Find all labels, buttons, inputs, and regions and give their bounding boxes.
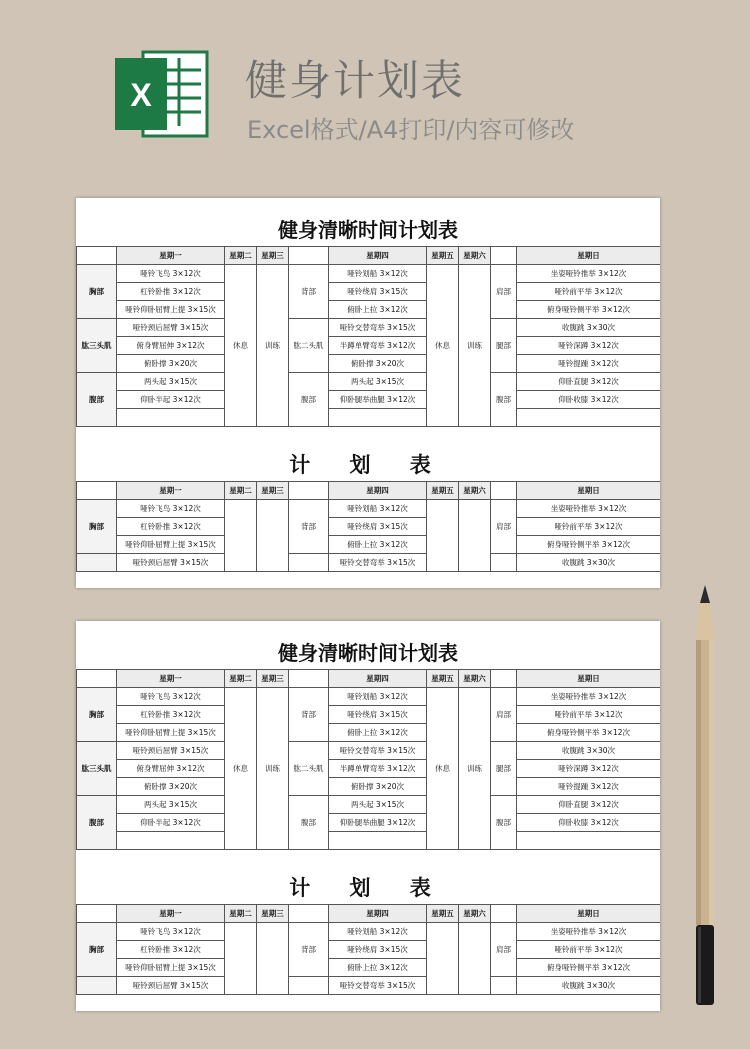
exercise-cell: 哑铃飞鸟 3×12次 [117,923,225,941]
exercise-cell: 哑铃前平举 3×12次 [517,941,661,959]
sheet-title: 健身清晰时间计划表 [278,218,458,242]
empty-cell [257,923,289,995]
exercise-cell: 仰卧直腿 3×12次 [517,796,661,814]
exercise-cell: 哑铃深蹲 3×12次 [517,337,661,355]
exercise-cell: 俯卧上拉 3×12次 [329,724,427,742]
muscle-group-label [77,554,117,572]
day-header: 星期三 [257,905,289,923]
exercise-cell: 哑铃颈后屈臂 3×15次 [117,319,225,337]
exercise-cell [117,409,225,427]
header-blank [289,482,329,500]
train-cell: 训练 [257,688,289,850]
muscle-group-label: 肱二头肌 [289,742,329,796]
exercise-cell: 两头起 3×15次 [329,373,427,391]
day-header: 星期四 [329,905,427,923]
day-header: 星期一 [117,247,225,265]
plan-table [76,669,660,850]
exercise-cell: 哑铃交替弯举 3×15次 [329,319,427,337]
exercise-cell [517,409,661,427]
muscle-group-label: 肱三头肌 [77,319,117,373]
day-header: 星期六 [459,247,491,265]
sheet-preview-2 [76,621,660,1011]
empty-cell [225,923,257,995]
exercise-cell: 半蹲单臂弯举 3×12次 [329,337,427,355]
exercise-cell: 坐姿哑铃推举 3×12次 [517,265,661,283]
train-cell: 训练 [459,688,491,850]
exercise-cell: 仰卧收膝 3×12次 [517,814,661,832]
exercise-cell: 两头起 3×15次 [117,796,225,814]
exercise-cell: 坐姿哑铃推举 3×12次 [517,923,661,941]
day-header: 星期三 [257,247,289,265]
exercise-cell [329,832,427,850]
exercise-cell: 哑铃仰卧屈臂上提 3×15次 [117,959,225,977]
train-cell: 训练 [459,265,491,427]
header-blank [491,670,517,688]
header-blank [289,905,329,923]
exercise-cell: 哑铃颈后屈臂 3×15次 [117,554,225,572]
empty-cell [427,500,459,572]
exercise-cell: 哑铃划船 3×12次 [329,688,427,706]
exercise-cell: 俯身哑铃侧平举 3×12次 [517,301,661,319]
exercise-cell: 仰卧腿举曲腿 3×12次 [329,391,427,409]
pencil-icon [685,585,725,1015]
day-header: 星期六 [459,905,491,923]
header-blank [77,670,117,688]
exercise-cell: 杠铃卧推 3×12次 [117,941,225,959]
exercise-cell: 坐姿哑铃推举 3×12次 [517,500,661,518]
day-header: 星期日 [517,247,661,265]
exercise-cell: 哑铃划船 3×12次 [329,500,427,518]
exercise-cell: 收腹跳 3×30次 [517,319,661,337]
empty-cell [289,977,329,995]
muscle-group-label: 肩部 [491,265,517,319]
exercise-cell: 哑铃深蹲 3×12次 [517,760,661,778]
muscle-group-label: 胸部 [77,923,117,977]
exercise-cell [329,409,427,427]
muscle-group-label: 腹部 [77,796,117,850]
muscle-group-label: 背部 [289,265,329,319]
muscle-group-label: 背部 [289,500,329,554]
exercise-cell: 俯卧撑 3×20次 [117,355,225,373]
day-header: 星期五 [427,482,459,500]
exercise-cell: 仰卧半起 3×12次 [117,814,225,832]
svg-text:X: X [130,77,152,113]
sheet-title: 健身清晰时间计划表 [278,641,458,665]
exercise-cell: 俯卧撑 3×20次 [329,355,427,373]
excel-logo-icon [113,46,211,142]
day-header: 星期二 [225,670,257,688]
exercise-cell: 俯卧上拉 3×12次 [329,959,427,977]
exercise-cell: 俯卧上拉 3×12次 [329,301,427,319]
exercise-cell: 俯身臂屈伸 3×12次 [117,760,225,778]
empty-cell [257,500,289,572]
exercise-cell: 哑铃绕肩 3×15次 [329,518,427,536]
muscle-group-label: 肱三头肌 [77,742,117,796]
rest-cell: 休息 [225,688,257,850]
exercise-cell: 哑铃划船 3×12次 [329,265,427,283]
day-header: 星期日 [517,670,661,688]
muscle-group-label: 腹部 [491,373,517,427]
exercise-cell: 俯卧撑 3×20次 [117,778,225,796]
exercise-cell: 哑铃绕肩 3×15次 [329,706,427,724]
header-blank [491,482,517,500]
exercise-cell: 哑铃飞鸟 3×12次 [117,500,225,518]
day-header: 星期四 [329,670,427,688]
plan-table-short [76,904,660,995]
header-blank [289,247,329,265]
exercise-cell [517,832,661,850]
day-header: 星期一 [117,482,225,500]
exercise-cell [117,832,225,850]
exercise-cell: 哑铃交替弯举 3×15次 [329,554,427,572]
muscle-group-label: 腹部 [289,373,329,427]
muscle-group-label: 腿部 [491,742,517,796]
sheet-subtitle: 计 划 表 [289,453,447,477]
empty-cell [491,554,517,572]
muscle-group-label: 肱二头肌 [289,319,329,373]
muscle-group-label: 肩部 [491,923,517,977]
exercise-cell: 哑铃前平举 3×12次 [517,283,661,301]
day-header: 星期五 [427,670,459,688]
plan-table-short [76,481,660,572]
muscle-group-label [77,977,117,995]
header-blank [491,247,517,265]
day-header: 星期二 [225,905,257,923]
header-blank [491,905,517,923]
day-header: 星期一 [117,905,225,923]
rest-cell: 休息 [427,265,459,427]
sheet-subtitle: 计 划 表 [289,876,447,900]
empty-cell [289,554,329,572]
exercise-cell: 仰卧半起 3×12次 [117,391,225,409]
exercise-cell: 俯身哑铃侧平举 3×12次 [517,959,661,977]
exercise-cell: 哑铃交替弯举 3×15次 [329,977,427,995]
exercise-cell: 哑铃交替弯举 3×15次 [329,742,427,760]
exercise-cell: 哑铃仰卧屈臂上提 3×15次 [117,301,225,319]
exercise-cell: 哑铃提踵 3×12次 [517,778,661,796]
muscle-group-label: 腹部 [491,796,517,850]
exercise-cell: 俯身哑铃侧平举 3×12次 [517,536,661,554]
exercise-cell: 杠铃卧推 3×12次 [117,283,225,301]
exercise-cell: 俯身哑铃侧平举 3×12次 [517,724,661,742]
day-header: 星期日 [517,905,661,923]
exercise-cell: 收腹跳 3×30次 [517,742,661,760]
exercise-cell: 俯卧撑 3×20次 [329,778,427,796]
header-blank [289,670,329,688]
muscle-group-label: 肩部 [491,500,517,554]
exercise-cell: 仰卧直腿 3×12次 [517,373,661,391]
muscle-group-label: 胸部 [77,688,117,742]
exercise-cell: 半蹲单臂弯举 3×12次 [329,760,427,778]
empty-cell [459,500,491,572]
exercise-cell: 哑铃仰卧屈臂上提 3×15次 [117,724,225,742]
exercise-cell: 哑铃绕肩 3×15次 [329,941,427,959]
day-header: 星期日 [517,482,661,500]
exercise-cell: 哑铃绕肩 3×15次 [329,283,427,301]
exercise-cell: 哑铃飞鸟 3×12次 [117,265,225,283]
muscle-group-label: 胸部 [77,265,117,319]
day-header: 星期五 [427,247,459,265]
muscle-group-label: 背部 [289,923,329,977]
empty-cell [225,500,257,572]
exercise-cell: 两头起 3×15次 [117,373,225,391]
exercise-cell: 杠铃卧推 3×12次 [117,706,225,724]
plan-table [76,246,660,427]
muscle-group-label: 肩部 [491,688,517,742]
empty-cell [459,923,491,995]
day-header: 星期二 [225,247,257,265]
empty-cell [491,977,517,995]
day-header: 星期四 [329,247,427,265]
header-blank [77,247,117,265]
exercise-cell: 哑铃颈后屈臂 3×15次 [117,977,225,995]
exercise-cell: 哑铃前平举 3×12次 [517,518,661,536]
muscle-group-label: 胸部 [77,500,117,554]
exercise-cell: 哑铃划船 3×12次 [329,923,427,941]
sheet-preview-1 [76,198,660,588]
header-blank [77,905,117,923]
empty-cell [427,923,459,995]
exercise-cell: 俯卧上拉 3×12次 [329,536,427,554]
muscle-group-label: 腿部 [491,319,517,373]
rest-cell: 休息 [225,265,257,427]
exercise-cell: 杠铃卧推 3×12次 [117,518,225,536]
exercise-cell: 哑铃前平举 3×12次 [517,706,661,724]
muscle-group-label: 腹部 [77,373,117,427]
exercise-cell: 哑铃颈后屈臂 3×15次 [117,742,225,760]
exercise-cell: 哑铃仰卧屈臂上提 3×15次 [117,536,225,554]
exercise-cell: 哑铃飞鸟 3×12次 [117,688,225,706]
muscle-group-label: 背部 [289,688,329,742]
exercise-cell: 收腹跳 3×30次 [517,554,661,572]
day-header: 星期五 [427,905,459,923]
exercise-cell: 收腹跳 3×30次 [517,977,661,995]
page-subtitle: Excel格式/A4打印/内容可修改 [247,116,575,144]
day-header: 星期一 [117,670,225,688]
page-title: 健身计划表 [245,56,466,105]
train-cell: 训练 [257,265,289,427]
exercise-cell: 哑铃提踵 3×12次 [517,355,661,373]
day-header: 星期六 [459,670,491,688]
muscle-group-label: 腹部 [289,796,329,850]
exercise-cell: 仰卧收膝 3×12次 [517,391,661,409]
day-header: 星期六 [459,482,491,500]
day-header: 星期二 [225,482,257,500]
day-header: 星期三 [257,670,289,688]
header-blank [77,482,117,500]
day-header: 星期三 [257,482,289,500]
rest-cell: 休息 [427,688,459,850]
exercise-cell: 俯身臂屈伸 3×12次 [117,337,225,355]
exercise-cell: 坐姿哑铃推举 3×12次 [517,688,661,706]
exercise-cell: 两头起 3×15次 [329,796,427,814]
day-header: 星期四 [329,482,427,500]
exercise-cell: 仰卧腿举曲腿 3×12次 [329,814,427,832]
